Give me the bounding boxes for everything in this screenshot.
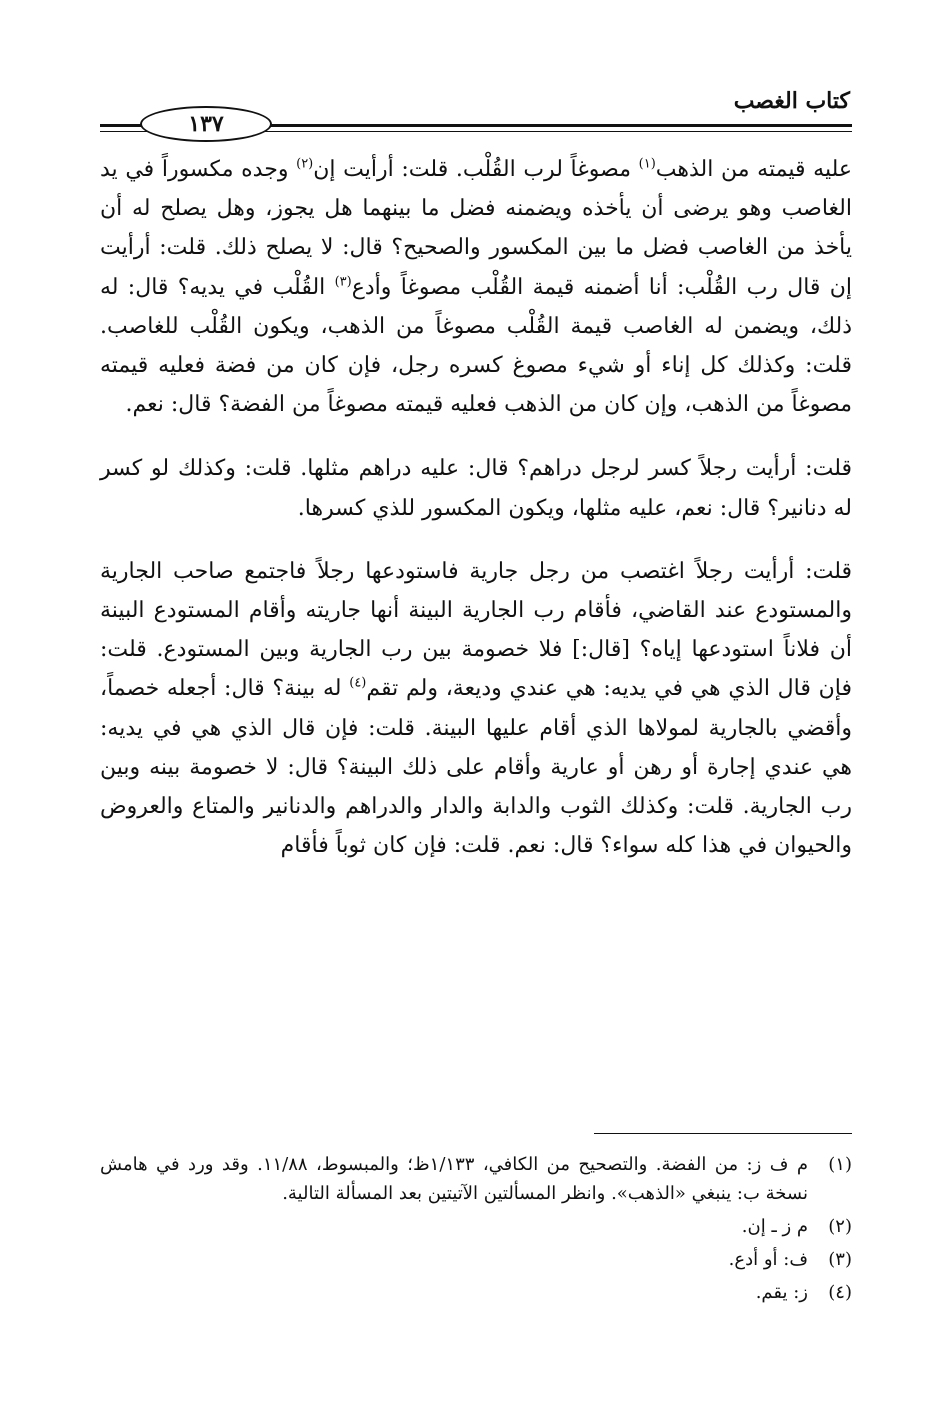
footnote-number: (١)	[828, 1154, 852, 1175]
footnote	[100, 1212, 852, 1241]
text-run: مصوغاً لرب القُلْب. قلت: أرأيت إن	[313, 157, 639, 182]
footnote-ref[interactable]: (٣)	[334, 274, 352, 290]
text-run: قلت: أرأيت رجلاً كسر لرجل دراهم؟ قال: عليه دراهم مثلها. قلت: وكذلك لو كسر له دنانير؟ قال: نعم، عليه مثلها، ويكون المكسور للذي كسرها.	[100, 456, 852, 521]
paragraph	[100, 552, 852, 866]
footnote-text: م ز ـ إن.	[741, 1216, 808, 1237]
text-run: له بينة؟ قال: أجعله خصماً، وأقضي بالجارية لمولاها الذي أقام عليها البينة. قلت: فإن قال الذي هي في يديه: هي عندي إجارة أو رهن أو عارية وأقام على ذلك البينة؟ قال: لا خصومة بينه وبين رب الجارية. قلت: وكذلك الثوب والدابة والدار والدراهم والدنانير والمتاع والعروض والحيوان في هذا كله سواء؟ قال: نعم. قلت: فإن كان ثوباً فأقام	[100, 676, 852, 859]
text-run: عليه قيمته من الذهب	[655, 157, 852, 182]
footnote	[100, 1278, 852, 1307]
footnote	[100, 1150, 852, 1208]
running-header	[100, 88, 852, 138]
footnote-text: ف: أو أدع.	[728, 1249, 808, 1270]
paragraph	[100, 449, 852, 527]
text-run: قلت: أرأيت رجلاً اغتصب من رجل جارية فاستودعها رجلاً فاجتمع صاحب الجارية والمستودع عند القاضي، فأقام رب الجارية البينة أنها جاريته وأقام المستودع البينة أن فلاناً استودعها إياه؟ [قال:] فلا خصومة بين رب الجارية وبين المستودع. قلت: فإن قال الذي هي في يديه: هي عندي وديعة، ولم تقم	[100, 558, 852, 702]
footnote-ref[interactable]: (١)	[638, 156, 656, 172]
footnote-separator	[594, 1133, 852, 1134]
footnote-ref[interactable]: (٢)	[296, 156, 314, 172]
chapter-title: كتاب الغصب	[733, 88, 850, 114]
footnotes	[100, 1150, 852, 1311]
page-number: ١٣٧	[188, 111, 224, 137]
footnote	[100, 1245, 852, 1274]
footnote-text: ز: يقم.	[755, 1282, 808, 1303]
footnote-number: (٤)	[828, 1282, 852, 1303]
page-number-badge	[140, 106, 272, 142]
text-run: وجده مكسوراً في يد الغاصب وهو يرضى أن يأخذه ويضمنه فضل ما بينهما هل يجوز، وهل يصلح له أن يأخذ من الغاصب فضل ما بين المكسور والصحيح؟ قال: لا يصلح ذلك. قلت: أرأيت إن قال رب القُلْب: أنا أضمنه قيمة القُلْب مصوغاً وأدع	[100, 157, 853, 300]
paragraph	[100, 150, 852, 424]
footnote-ref[interactable]: (٤)	[349, 676, 367, 692]
main-text	[100, 150, 852, 865]
text-run: القُلْب في يديه؟ قال: له ذلك، ويضمن له الغاصب قيمة القُلْب مصوغاً من الذهب، ويكون القُلْب للغاصب. قلت: وكذلك كل إناء أو شيء مصوغ كسره رجل، فإن كان من فضة فعليه قيمته مصوغاً من الذهب، وإن كان من الذهب فعليه قيمته مصوغاً من الفضة؟ قال: نعم.	[100, 274, 852, 418]
footnote-text: م ف ز: من الفضة. والتصحيح من الكافي، ١/١٣٣ظ؛ والمبسوط، ١١/٨٨. وقد ورد في هامش نسخة ب: ينبغي «الذهب». وانظر المسألتين الآتيتين بعد المسألة التالية.	[100, 1154, 809, 1204]
footnote-number: (٢)	[828, 1216, 852, 1237]
footnote-number: (٣)	[828, 1249, 852, 1270]
